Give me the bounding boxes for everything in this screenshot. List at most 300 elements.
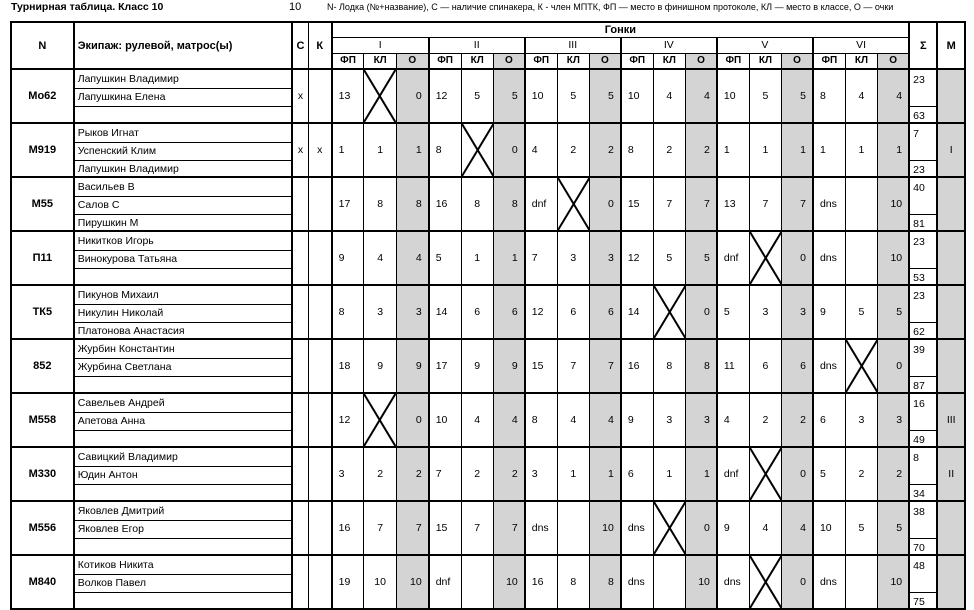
race-header-3: III <box>525 37 621 53</box>
race-1-finish-place: 12 <box>332 393 364 447</box>
crew-member: Волков Павел <box>74 574 292 592</box>
spinnaker-flag: x <box>292 123 308 177</box>
col-header-crew: Экипаж: рулевой, матрос(ы) <box>74 22 292 69</box>
race-3-finish-place: 4 <box>525 123 557 177</box>
race-3-class-place: 7 <box>557 339 589 393</box>
race-6-finish-place: 1 <box>813 123 845 177</box>
race-5-points: 6 <box>782 339 813 393</box>
total-points: 23 <box>909 161 937 178</box>
race-4-class-place: 4 <box>653 69 685 123</box>
col-header-n: N <box>11 22 74 69</box>
crew-member: Савицкий Владимир <box>74 447 292 466</box>
race-4-points: 8 <box>686 339 717 393</box>
race-2-finish-place: 16 <box>429 177 461 231</box>
race-1-class-place: 3 <box>364 285 396 339</box>
boat-number: М840 <box>11 555 74 609</box>
final-place <box>937 339 965 393</box>
crew-member: Юдин Антон <box>74 466 292 484</box>
race-2-points: 8 <box>493 177 524 231</box>
race-5-finish-place: 11 <box>717 339 749 393</box>
col-header-races: Гонки <box>332 22 910 37</box>
race-6-class-place: 2 <box>845 447 877 501</box>
race-1-finish-place: 13 <box>332 69 364 123</box>
race-6-class-place: 5 <box>845 285 877 339</box>
race-3-finish-place: 15 <box>525 339 557 393</box>
table-row <box>11 231 965 250</box>
race-5-points: 3 <box>782 285 813 339</box>
race-1-points: 4 <box>396 231 428 285</box>
total-points: 53 <box>909 269 937 286</box>
race-6-finish-place: dns <box>813 231 845 285</box>
col-header-m: М <box>937 22 965 69</box>
final-place <box>937 501 965 555</box>
race-5-points: 0 <box>782 447 813 501</box>
race-4-finish-place: 8 <box>621 123 653 177</box>
race-6-finish-place: dns <box>813 555 845 609</box>
race-5-finish-place: 1 <box>717 123 749 177</box>
total-points: 75 <box>909 593 937 610</box>
race-3-class-place: 5 <box>557 69 589 123</box>
race-4-points: 4 <box>686 69 717 123</box>
race-1-points: 10 <box>396 555 428 609</box>
race-6-finish-place: 10 <box>813 501 845 555</box>
race-1-finish-place: 3 <box>332 447 364 501</box>
spinnaker-flag <box>292 285 308 339</box>
crew-member: Винокурова Татьяна <box>74 250 292 268</box>
race-6-points: 1 <box>878 123 909 177</box>
spinnaker-flag: x <box>292 69 308 123</box>
spinnaker-flag <box>292 339 308 393</box>
race-3-points: 7 <box>589 339 620 393</box>
race-4-finish-place: 10 <box>621 69 653 123</box>
race-3-finish-place: 16 <box>525 555 557 609</box>
race-6-finish-place: 5 <box>813 447 845 501</box>
race-3-points: 2 <box>589 123 620 177</box>
race-1-finish-place: 19 <box>332 555 364 609</box>
crew-member: Апетова Анна <box>74 412 292 430</box>
crew-member: Журбин Константин <box>74 339 292 358</box>
race-points-sum: 23 <box>909 285 937 323</box>
race-2-class-place: 9 <box>461 339 493 393</box>
race-3-class-place: 2 <box>557 123 589 177</box>
race-4-class-place: 8 <box>653 339 685 393</box>
crew-member <box>74 377 292 394</box>
club-member-flag <box>308 339 331 393</box>
total-points: 87 <box>909 377 937 394</box>
race-3-finish-place: 12 <box>525 285 557 339</box>
sub-header-o: О <box>589 53 620 69</box>
race-4-finish-place: dns <box>621 555 653 609</box>
crew-member: Яковлев Дмитрий <box>74 501 292 520</box>
race-6-points: 10 <box>878 555 909 609</box>
tournament-table <box>10 21 966 610</box>
race-4-finish-place: 14 <box>621 285 653 339</box>
race-3-class-place: 3 <box>557 231 589 285</box>
race-header-5: V <box>717 37 813 53</box>
race-1-finish-place: 17 <box>332 177 364 231</box>
race-2-finish-place: 5 <box>429 231 461 285</box>
boat-number: М55 <box>11 177 74 231</box>
final-place: II <box>937 447 965 501</box>
race-1-points: 2 <box>396 447 428 501</box>
race-2-class-place: 1 <box>461 231 493 285</box>
race-5-finish-place: 13 <box>717 177 749 231</box>
spinnaker-flag <box>292 501 308 555</box>
race-3-class-place: 8 <box>557 555 589 609</box>
crew-member: Васильев В <box>74 177 292 196</box>
boat-number: Мо62 <box>11 69 74 123</box>
race-4-points: 7 <box>686 177 717 231</box>
spinnaker-flag <box>292 393 308 447</box>
race-3-points: 6 <box>589 285 620 339</box>
boat-number: ТК5 <box>11 285 74 339</box>
club-member-flag <box>308 177 331 231</box>
table-row <box>11 123 965 142</box>
race-5-class-place: 5 <box>749 69 781 123</box>
race-6-points: 4 <box>878 69 909 123</box>
race-3-finish-place: 7 <box>525 231 557 285</box>
race-5-class-place: 1 <box>749 123 781 177</box>
crew-member: Платонова Анастасия <box>74 323 292 340</box>
race-6-points: 5 <box>878 285 909 339</box>
page-header <box>0 0 974 16</box>
race-6-class-place <box>845 177 877 231</box>
race-2-points: 6 <box>493 285 524 339</box>
race-3-class-place <box>557 501 589 555</box>
race-6-class-place: 3 <box>845 393 877 447</box>
race-5-discarded-mark <box>749 555 781 609</box>
club-member-flag <box>308 393 331 447</box>
race-4-discarded-mark <box>653 285 685 339</box>
table-row <box>11 393 965 412</box>
race-3-finish-place: dns <box>525 501 557 555</box>
race-5-finish-place: dnf <box>717 447 749 501</box>
sub-header-o: О <box>878 53 909 69</box>
race-4-points: 0 <box>686 501 717 555</box>
total-points: 81 <box>909 215 937 232</box>
crew-member: Лапушкин Владимир <box>74 69 292 88</box>
crew-member <box>74 431 292 448</box>
crew-member: Журбина Светлана <box>74 358 292 376</box>
sub-header-fp: ФП <box>717 53 749 69</box>
spinnaker-flag <box>292 447 308 501</box>
race-1-discarded-mark <box>364 69 396 123</box>
page-title: Турнирная таблица. Класс 10 <box>11 1 164 13</box>
race-4-points: 1 <box>686 447 717 501</box>
race-points-sum: 23 <box>909 231 937 269</box>
race-3-points: 0 <box>589 177 620 231</box>
sub-header-kl: КЛ <box>461 53 493 69</box>
sub-header-fp: ФП <box>525 53 557 69</box>
spinnaker-flag <box>292 231 308 285</box>
race-points-sum: 48 <box>909 555 937 593</box>
sub-header-fp: ФП <box>332 53 364 69</box>
race-6-points: 5 <box>878 501 909 555</box>
race-5-points: 1 <box>782 123 813 177</box>
sub-header-o: О <box>493 53 524 69</box>
race-4-class-place: 7 <box>653 177 685 231</box>
race-6-discarded-mark <box>845 339 877 393</box>
race-3-points: 3 <box>589 231 620 285</box>
race-4-finish-place: 15 <box>621 177 653 231</box>
sub-header-fp: ФП <box>621 53 653 69</box>
race-6-class-place <box>845 231 877 285</box>
race-2-class-place: 4 <box>461 393 493 447</box>
final-place <box>937 177 965 231</box>
crew-member: Никулин Николай <box>74 304 292 322</box>
race-1-points: 3 <box>396 285 428 339</box>
club-member-flag <box>308 69 331 123</box>
race-1-points: 7 <box>396 501 428 555</box>
race-4-points: 0 <box>686 285 717 339</box>
race-2-class-place <box>461 555 493 609</box>
race-points-sum: 38 <box>909 501 937 539</box>
crew-member <box>74 485 292 502</box>
race-4-class-place: 5 <box>653 231 685 285</box>
race-5-points: 5 <box>782 69 813 123</box>
race-4-class-place: 3 <box>653 393 685 447</box>
race-3-finish-place: dnf <box>525 177 557 231</box>
sub-header-kl: КЛ <box>557 53 589 69</box>
race-3-class-place: 4 <box>557 393 589 447</box>
race-2-class-place: 2 <box>461 447 493 501</box>
race-2-finish-place: 14 <box>429 285 461 339</box>
race-6-finish-place: 6 <box>813 393 845 447</box>
race-1-finish-place: 8 <box>332 285 364 339</box>
col-header-k: К <box>308 22 331 69</box>
race-3-points: 4 <box>589 393 620 447</box>
sub-header-kl: КЛ <box>749 53 781 69</box>
boat-number: М330 <box>11 447 74 501</box>
crew-member: Яковлев Егор <box>74 520 292 538</box>
race-3-finish-place: 10 <box>525 69 557 123</box>
race-5-discarded-mark <box>749 231 781 285</box>
final-place <box>937 69 965 123</box>
race-5-finish-place: 10 <box>717 69 749 123</box>
race-5-points: 2 <box>782 393 813 447</box>
race-3-points: 1 <box>589 447 620 501</box>
race-6-class-place: 5 <box>845 501 877 555</box>
club-member-flag <box>308 231 331 285</box>
race-2-finish-place: 7 <box>429 447 461 501</box>
race-1-discarded-mark <box>364 393 396 447</box>
table-row <box>11 177 965 196</box>
sub-header-fp: ФП <box>813 53 845 69</box>
crew-member <box>74 539 292 556</box>
crew-member: Пикунов Михаил <box>74 285 292 304</box>
race-5-points: 4 <box>782 501 813 555</box>
race-points-sum: 7 <box>909 123 937 161</box>
race-2-points: 4 <box>493 393 524 447</box>
club-member-flag <box>308 285 331 339</box>
race-2-finish-place: 17 <box>429 339 461 393</box>
race-1-class-place: 7 <box>364 501 396 555</box>
race-1-points: 9 <box>396 339 428 393</box>
race-points-sum: 16 <box>909 393 937 431</box>
race-6-class-place <box>845 555 877 609</box>
club-member-flag <box>308 555 331 609</box>
sub-header-kl: КЛ <box>653 53 685 69</box>
race-6-class-place: 1 <box>845 123 877 177</box>
race-1-points: 0 <box>396 69 428 123</box>
final-place: III <box>937 393 965 447</box>
race-6-finish-place: dns <box>813 177 845 231</box>
race-1-finish-place: 1 <box>332 123 364 177</box>
table-row <box>11 69 965 88</box>
race-1-finish-place: 16 <box>332 501 364 555</box>
table-row <box>11 501 965 520</box>
final-place <box>937 285 965 339</box>
sub-header-o: О <box>782 53 813 69</box>
race-2-class-place: 6 <box>461 285 493 339</box>
table-row <box>11 447 965 466</box>
race-2-finish-place: 15 <box>429 501 461 555</box>
race-1-points: 0 <box>396 393 428 447</box>
race-2-class-place: 5 <box>461 69 493 123</box>
race-5-class-place: 3 <box>749 285 781 339</box>
race-5-finish-place: dns <box>717 555 749 609</box>
boat-number: П11 <box>11 231 74 285</box>
race-2-points: 10 <box>493 555 524 609</box>
race-4-finish-place: dns <box>621 501 653 555</box>
club-member-flag: x <box>308 123 331 177</box>
race-5-points: 7 <box>782 177 813 231</box>
race-5-class-place: 2 <box>749 393 781 447</box>
race-3-class-place: 1 <box>557 447 589 501</box>
crew-member: Савельев Андрей <box>74 393 292 412</box>
crew-member: Успенский Клим <box>74 142 292 160</box>
race-2-points: 0 <box>493 123 524 177</box>
race-6-finish-place: dns <box>813 339 845 393</box>
total-points: 49 <box>909 431 937 448</box>
race-4-points: 2 <box>686 123 717 177</box>
crew-member <box>74 593 292 610</box>
table-row <box>11 285 965 304</box>
race-6-points: 2 <box>878 447 909 501</box>
race-4-points: 3 <box>686 393 717 447</box>
race-5-class-place: 7 <box>749 177 781 231</box>
race-header-4: IV <box>621 37 717 53</box>
race-5-finish-place: 9 <box>717 501 749 555</box>
crew-member: Салов С <box>74 196 292 214</box>
race-4-class-place: 1 <box>653 447 685 501</box>
race-points-sum: 23 <box>909 69 937 107</box>
total-points: 70 <box>909 539 937 556</box>
club-member-flag <box>308 447 331 501</box>
race-6-class-place: 4 <box>845 69 877 123</box>
race-1-finish-place: 9 <box>332 231 364 285</box>
crew-member: Пирушкин М <box>74 215 292 232</box>
final-place <box>937 231 965 285</box>
race-3-points: 8 <box>589 555 620 609</box>
race-1-points: 8 <box>396 177 428 231</box>
sub-header-kl: КЛ <box>364 53 396 69</box>
crew-member: Лапушкина Елена <box>74 88 292 106</box>
crew-member <box>74 107 292 124</box>
race-1-class-place: 9 <box>364 339 396 393</box>
race-6-points: 10 <box>878 231 909 285</box>
race-5-finish-place: dnf <box>717 231 749 285</box>
race-3-class-place: 6 <box>557 285 589 339</box>
race-4-points: 5 <box>686 231 717 285</box>
race-6-points: 0 <box>878 339 909 393</box>
sub-header-o: О <box>686 53 717 69</box>
race-6-finish-place: 9 <box>813 285 845 339</box>
race-6-finish-place: 8 <box>813 69 845 123</box>
race-5-finish-place: 4 <box>717 393 749 447</box>
race-2-points: 9 <box>493 339 524 393</box>
race-header-6: VI <box>813 37 909 53</box>
race-4-finish-place: 9 <box>621 393 653 447</box>
crew-member: Рыков Игнат <box>74 123 292 142</box>
race-4-finish-place: 6 <box>621 447 653 501</box>
crew-member: Никитков Игорь <box>74 231 292 250</box>
race-4-finish-place: 16 <box>621 339 653 393</box>
race-5-points: 0 <box>782 555 813 609</box>
race-5-class-place: 4 <box>749 501 781 555</box>
race-1-finish-place: 18 <box>332 339 364 393</box>
race-5-points: 0 <box>782 231 813 285</box>
boat-number: 852 <box>11 339 74 393</box>
race-2-points: 1 <box>493 231 524 285</box>
race-1-class-place: 10 <box>364 555 396 609</box>
spinnaker-flag <box>292 177 308 231</box>
race-4-points: 10 <box>686 555 717 609</box>
sub-header-o: О <box>396 53 428 69</box>
race-3-discarded-mark <box>557 177 589 231</box>
total-points: 62 <box>909 323 937 340</box>
race-2-finish-place: dnf <box>429 555 461 609</box>
crew-member <box>74 269 292 286</box>
race-1-class-place: 2 <box>364 447 396 501</box>
final-place: I <box>937 123 965 177</box>
total-points: 63 <box>909 107 937 124</box>
boat-number: М919 <box>11 123 74 177</box>
race-5-class-place: 6 <box>749 339 781 393</box>
race-header-1: I <box>332 37 429 53</box>
sub-header-kl: КЛ <box>845 53 877 69</box>
race-6-points: 10 <box>878 177 909 231</box>
race-4-class-place <box>653 555 685 609</box>
race-4-class-place: 2 <box>653 123 685 177</box>
race-3-points: 5 <box>589 69 620 123</box>
race-2-class-place: 8 <box>461 177 493 231</box>
race-2-finish-place: 10 <box>429 393 461 447</box>
race-2-finish-place: 12 <box>429 69 461 123</box>
race-3-finish-place: 8 <box>525 393 557 447</box>
spinnaker-flag <box>292 555 308 609</box>
race-1-class-place: 1 <box>364 123 396 177</box>
table-row <box>11 339 965 358</box>
crew-member: Лапушкин Владимир <box>74 161 292 178</box>
total-points: 34 <box>909 485 937 502</box>
race-3-points: 10 <box>589 501 620 555</box>
race-2-points: 5 <box>493 69 524 123</box>
race-1-points: 1 <box>396 123 428 177</box>
race-2-points: 2 <box>493 447 524 501</box>
class-number: 10 <box>289 1 302 13</box>
table-row <box>11 555 965 574</box>
race-1-class-place: 8 <box>364 177 396 231</box>
boat-number: М556 <box>11 501 74 555</box>
race-points-sum: 40 <box>909 177 937 215</box>
final-place <box>937 555 965 609</box>
race-5-finish-place: 5 <box>717 285 749 339</box>
race-2-points: 7 <box>493 501 524 555</box>
race-4-discarded-mark <box>653 501 685 555</box>
race-1-class-place: 4 <box>364 231 396 285</box>
col-header-c: С <box>292 22 308 69</box>
